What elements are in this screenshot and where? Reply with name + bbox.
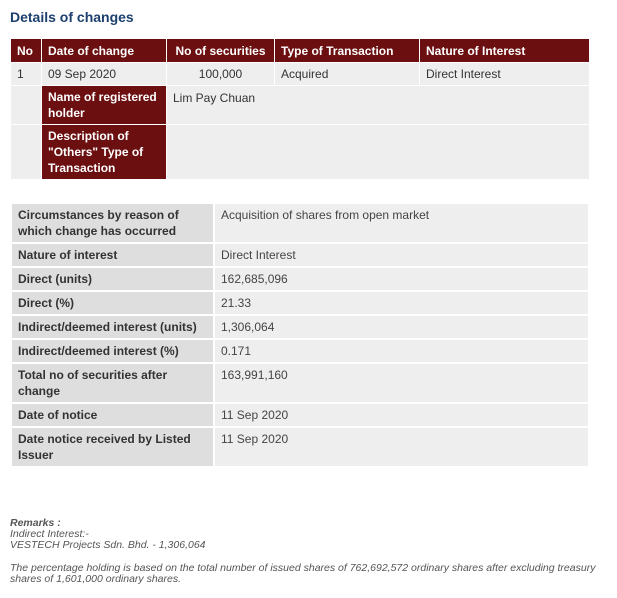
detail-value: 21.33 <box>214 291 589 315</box>
detail-value: 162,685,096 <box>214 267 589 291</box>
detail-label: Nature of interest <box>11 243 214 267</box>
detail-label: Direct (%) <box>11 291 214 315</box>
others-description-label: Description of "Others" Type of Transaction <box>42 125 167 180</box>
detail-value: 1,306,064 <box>214 315 589 339</box>
detail-row-direct-percent <box>11 291 589 315</box>
remarks-line: Indirect Interest:- <box>10 528 89 540</box>
detail-row-date-received <box>11 427 589 467</box>
cell-nature: Direct Interest <box>420 63 590 86</box>
blank-cell <box>11 86 42 125</box>
detail-row-total-securities <box>11 363 589 403</box>
detail-value: Direct Interest <box>214 243 589 267</box>
detail-value: 0.171 <box>214 339 589 363</box>
cell-no: 1 <box>11 63 42 86</box>
detail-label: Date of notice <box>11 403 214 427</box>
header-date-of-change: Date of change <box>42 39 167 63</box>
table-row <box>11 63 590 86</box>
detail-label: Indirect/deemed interest (units) <box>11 315 214 339</box>
detail-label: Indirect/deemed interest (%) <box>11 339 214 363</box>
detail-row-indirect-percent <box>11 339 589 363</box>
remarks-note: The percentage holding is based on the total number of issued shares of 762,692,572 ordinary shares after excluding treasury shares of 1,601,000 ordinary shares. <box>10 562 596 585</box>
detail-value: 11 Sep 2020 <box>214 403 589 427</box>
section-title: Details of changes <box>10 9 134 25</box>
cell-date: 09 Sep 2020 <box>42 63 167 86</box>
registered-holder-row <box>11 86 590 125</box>
detail-value: 163,991,160 <box>214 363 589 403</box>
detail-row-date-of-notice <box>11 403 589 427</box>
detail-value: Acquisition of shares from open market <box>214 203 589 243</box>
header-no-of-securities: No of securities <box>167 39 275 63</box>
detail-row-circumstances <box>11 203 589 243</box>
detail-row-nature <box>11 243 589 267</box>
cell-securities: 100,000 <box>167 63 275 86</box>
changes-header-row <box>11 39 590 63</box>
header-no: No <box>11 39 42 63</box>
detail-value: 11 Sep 2020 <box>214 427 589 467</box>
header-type-of-transaction: Type of Transaction <box>275 39 420 63</box>
detail-label: Total no of securities after change <box>11 363 214 403</box>
cell-type: Acquired <box>275 63 420 86</box>
remarks-block <box>10 518 600 585</box>
others-description-row <box>11 125 590 180</box>
blank-cell <box>11 125 42 180</box>
registered-holder-label: Name of registered holder <box>42 86 167 125</box>
details-table <box>10 202 590 468</box>
detail-label: Circumstances by reason of which change has occurred <box>11 203 214 243</box>
detail-label: Direct (units) <box>11 267 214 291</box>
header-nature-of-interest: Nature of Interest <box>420 39 590 63</box>
others-description-value <box>167 125 590 180</box>
detail-row-indirect-units <box>11 315 589 339</box>
remarks-title: Remarks : <box>10 517 61 529</box>
changes-table <box>10 38 590 180</box>
detail-row-direct-units <box>11 267 589 291</box>
remarks-line: VESTECH Projects Sdn. Bhd. - 1,306,064 <box>10 539 206 551</box>
detail-label: Date notice received by Listed Issuer <box>11 427 214 467</box>
registered-holder-value: Lim Pay Chuan <box>167 86 590 125</box>
